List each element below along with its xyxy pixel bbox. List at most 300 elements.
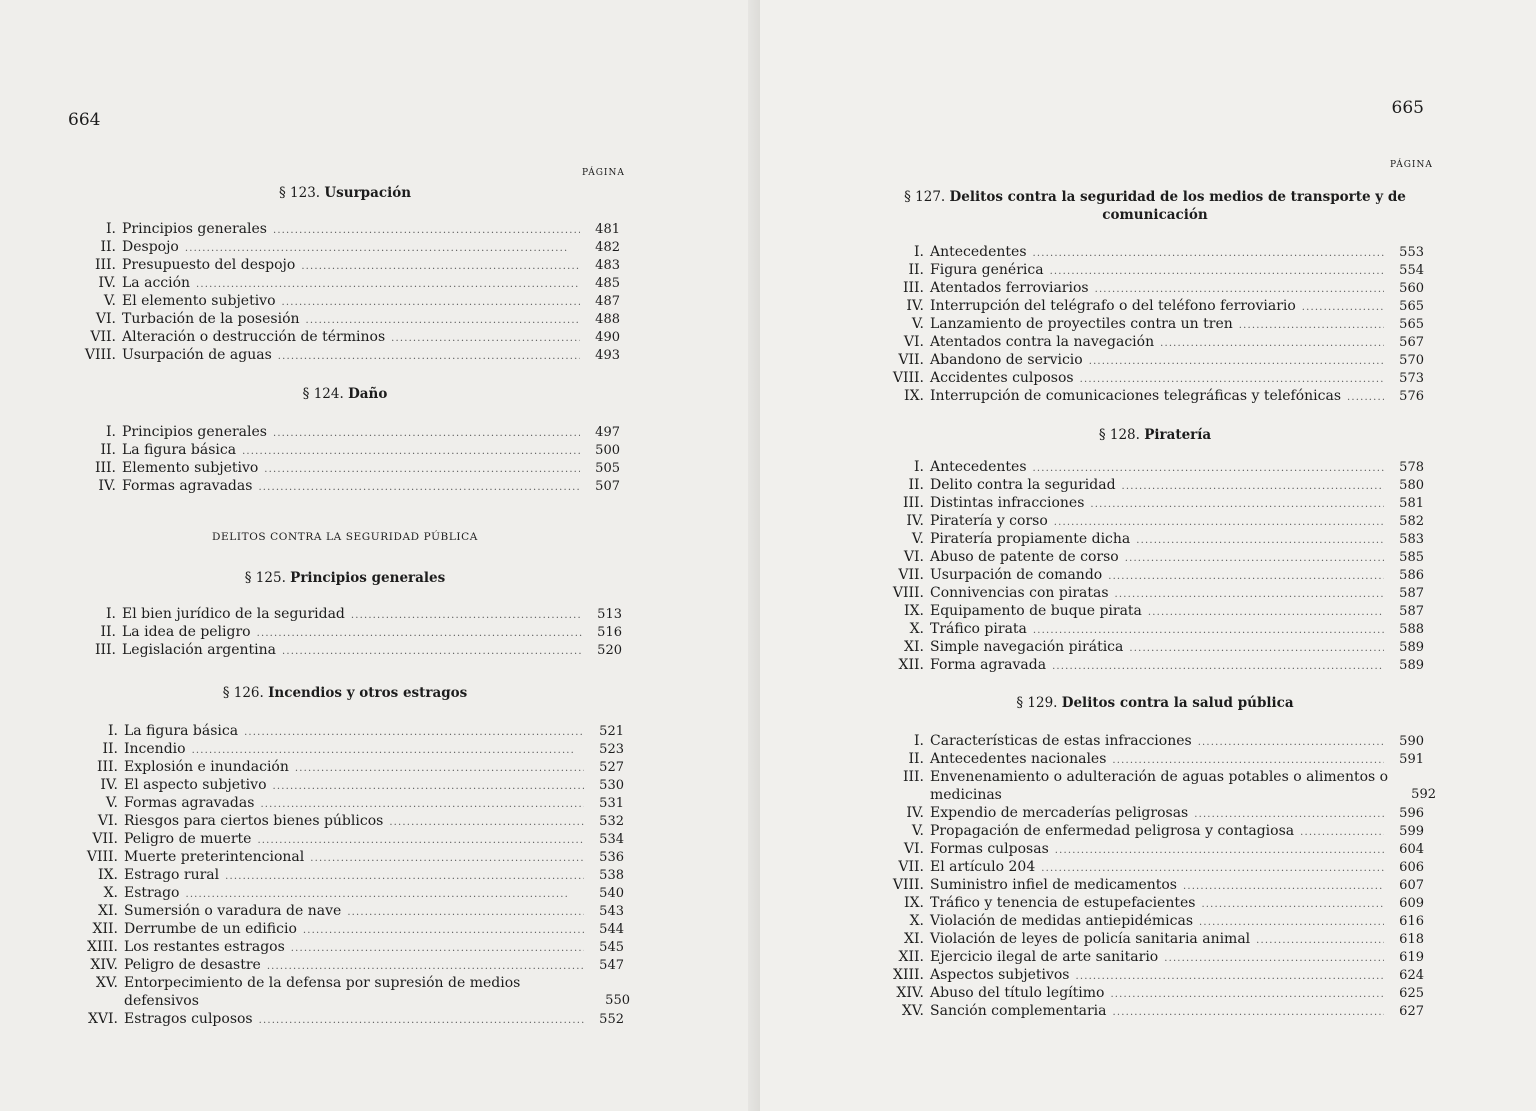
section-number: § 128.: [1098, 427, 1140, 443]
toc-entry: [878, 279, 1424, 297]
entry-page-number: 592: [1411, 787, 1436, 802]
entry-label: Formas agravadas: [124, 795, 255, 811]
entry-label: Expendio de mercaderías peligrosas: [930, 805, 1189, 821]
dot-leader: [267, 956, 584, 976]
dot-leader: [1160, 333, 1384, 353]
entry-page-number: 586: [1399, 568, 1424, 583]
entry-numeral: VIII.: [892, 370, 924, 386]
section-name: Daño: [348, 386, 388, 402]
entry-page-number: 573: [1399, 371, 1424, 386]
entry-page-number: 516: [597, 625, 622, 640]
entry-numeral: VII.: [92, 831, 118, 847]
entry-numeral: I.: [106, 221, 116, 237]
toc-entry: [72, 920, 624, 938]
entry-page-number: 589: [1399, 640, 1424, 655]
entry-label: Usurpación de comando: [930, 567, 1103, 583]
dot-leader: [1115, 584, 1384, 604]
entry-page-number: 624: [1399, 968, 1424, 983]
toc-entry: [878, 656, 1424, 674]
entry-numeral: IV.: [98, 275, 116, 291]
toc-entry: [70, 274, 620, 292]
entry-page-number: 482: [595, 240, 620, 255]
entry-label: Connivencias con piratas: [930, 585, 1109, 601]
entry-numeral: II.: [100, 442, 116, 458]
dot-leader: [291, 938, 584, 958]
entry-page-number: 500: [595, 443, 620, 458]
entry-label: El bien jurídico de la seguridad: [122, 606, 345, 622]
entry-label: Piratería y corso: [930, 513, 1048, 529]
dot-leader: [1198, 732, 1384, 752]
dot-leader: [258, 477, 580, 497]
dot-leader: [282, 641, 582, 661]
section-title: [130, 385, 560, 403]
entry-numeral: III.: [96, 759, 118, 775]
entry-numeral: I.: [108, 723, 118, 739]
dot-leader: [1033, 620, 1384, 640]
dot-leader: [257, 623, 582, 643]
entry-page-number: 540: [599, 886, 624, 901]
page-number: 665: [1391, 98, 1424, 118]
dot-leader: [1347, 387, 1384, 407]
entry-label: Formas agravadas: [122, 478, 253, 494]
entry-numeral: II.: [908, 262, 924, 278]
entry-page-number: 576: [1399, 389, 1424, 404]
toc-entry: [72, 758, 624, 776]
entry-page-number: 538: [599, 868, 624, 883]
entry-label: Sumersión o varadura de nave: [124, 903, 342, 919]
dot-leader: [264, 459, 580, 479]
entry-page-number: 583: [1399, 532, 1424, 547]
entry-page-number: 530: [599, 778, 624, 793]
toc-entry: [878, 297, 1424, 315]
entry-numeral: XV.: [901, 1003, 924, 1019]
dot-leader: [1256, 930, 1384, 950]
toc-list: [878, 243, 1424, 405]
entry-label: La acción: [122, 275, 191, 291]
toc-entry: [70, 605, 622, 623]
entry-numeral: VI.: [97, 813, 118, 829]
dot-leader: [1136, 530, 1384, 550]
toc-entry: [878, 948, 1424, 966]
toc-list: [70, 423, 620, 495]
toc-entry: [878, 530, 1424, 548]
section-name: Incendios y otros estragos: [268, 685, 468, 701]
toc-list: [70, 220, 620, 364]
section-name: Piratería: [1144, 427, 1212, 443]
entry-label: Equipamento de buque pirata: [930, 603, 1142, 619]
entry-page-number: 553: [1399, 245, 1424, 260]
dot-leader: [1199, 912, 1384, 932]
dot-leader: [1090, 494, 1384, 514]
entry-numeral: VIII.: [892, 585, 924, 601]
entry-page-number: 585: [1399, 550, 1424, 565]
toc-entry: [72, 956, 624, 974]
entry-page-number: 570: [1399, 353, 1424, 368]
toc-entry: [878, 858, 1424, 876]
entry-numeral: X.: [103, 885, 118, 901]
entry-numeral: I.: [106, 606, 116, 622]
entry-label: Abuso de patente de corso: [930, 549, 1119, 565]
entry-numeral: XII.: [898, 949, 924, 965]
dot-leader: [260, 794, 584, 814]
entry-label: La figura básica: [122, 442, 237, 458]
dot-leader: [259, 1010, 584, 1030]
entry-label: Violación de medidas antiepidémicas: [930, 913, 1194, 929]
entry-page-number: 604: [1399, 842, 1424, 857]
part-heading: DELITOS CONTRA LA SEGURIDAD PÚBLICA: [212, 531, 478, 543]
entry-label: Delito contra la seguridad: [930, 477, 1116, 493]
dot-leader: [278, 346, 580, 366]
entry-numeral: VIII.: [892, 877, 924, 893]
entry-numeral: III.: [902, 495, 924, 511]
toc-entry: [878, 966, 1424, 984]
entry-page-number: 531: [599, 796, 624, 811]
dot-leader: [389, 812, 584, 832]
toc-entry: [878, 840, 1424, 858]
entry-page-number: 505: [595, 461, 620, 476]
dot-leader: [1125, 548, 1384, 568]
entry-label: Tráfico y tenencia de estupefacientes: [930, 895, 1196, 911]
entry-label: Antecedentes nacionales: [930, 751, 1107, 767]
dot-leader: [225, 866, 584, 886]
toc-entry: [70, 220, 620, 238]
entry-page-number: 513: [597, 607, 622, 622]
toc-entry: [878, 369, 1424, 387]
entry-page-number: 532: [599, 814, 624, 829]
dot-leader: [185, 238, 580, 258]
entry-label: Peligro de muerte: [124, 831, 252, 847]
toc-entry: [70, 641, 622, 659]
entry-page-number: 580: [1399, 478, 1424, 493]
entry-page-number: 497: [595, 425, 620, 440]
entry-label: La idea de peligro: [122, 624, 251, 640]
entry-label: Antecedentes: [930, 459, 1027, 475]
toc-entry: [72, 884, 624, 902]
entry-numeral: IV.: [98, 478, 116, 494]
entry-page-number: 609: [1399, 896, 1424, 911]
toc-entry: [72, 740, 624, 758]
entry-numeral: II.: [102, 741, 118, 757]
entry-numeral: XIII.: [86, 939, 118, 955]
dot-leader: [301, 256, 580, 276]
entry-label: Principios generales: [122, 424, 267, 440]
toc-entry: [70, 346, 620, 364]
toc-entry: [70, 292, 620, 310]
entry-label: Elemento subjetivo: [122, 460, 259, 476]
entry-numeral: V.: [105, 795, 118, 811]
entry-label: Sanción complementaria: [930, 1003, 1107, 1019]
dot-leader: [1201, 894, 1384, 914]
toc-entry: [878, 243, 1424, 261]
dot-leader: [1300, 822, 1384, 842]
dot-leader: [1113, 1002, 1384, 1022]
toc-entry: [70, 441, 620, 459]
toc-entry: [878, 876, 1424, 894]
entry-page-number: 625: [1399, 986, 1424, 1001]
toc-entry: [70, 256, 620, 274]
entry-numeral: IX.: [98, 867, 118, 883]
entry-page-number: 547: [599, 958, 624, 973]
entry-label: Entorpecimiento de la defensa por supresión de medios defensivos: [124, 975, 521, 1009]
dot-leader: [1108, 566, 1384, 586]
entry-numeral: X.: [909, 621, 924, 637]
dot-leader: [1055, 840, 1384, 860]
dot-leader: [196, 274, 580, 294]
entry-page-number: 521: [599, 724, 624, 739]
entry-page-number: 606: [1399, 860, 1424, 875]
page-number: 664: [68, 110, 101, 130]
toc-list: [878, 732, 1436, 1020]
section-name: Delitos contra la seguridad de los medios de transporte y de comunicación: [949, 189, 1406, 223]
toc-entry: [72, 776, 624, 794]
entry-label: Estrago: [124, 885, 180, 901]
entry-page-number: 582: [1399, 514, 1424, 529]
entry-page-number: 554: [1399, 263, 1424, 278]
dot-leader: [273, 423, 580, 443]
toc-entry: [70, 459, 620, 477]
entry-numeral: V.: [103, 293, 116, 309]
entry-numeral: IV.: [906, 805, 924, 821]
toc-entry: [878, 912, 1424, 930]
entry-page-number: 560: [1399, 281, 1424, 296]
toc-entry: [70, 623, 622, 641]
entry-label: Tráfico pirata: [930, 621, 1027, 637]
dot-leader: [1164, 948, 1384, 968]
entry-label: Atentados contra la navegación: [930, 334, 1155, 350]
entry-page-number: 581: [1399, 496, 1424, 511]
dot-leader: [1148, 602, 1384, 622]
entry-label: Simple navegación pirática: [930, 639, 1124, 655]
toc-entry: [72, 902, 624, 920]
toc-entry: [70, 310, 620, 328]
toc-entry: [72, 848, 624, 866]
entry-label: Formas culposas: [930, 841, 1049, 857]
dot-leader: [273, 220, 580, 240]
entry-numeral: III.: [902, 280, 924, 296]
toc-entry: [72, 794, 624, 812]
entry-page-number: 591: [1399, 752, 1424, 767]
entry-label: Riesgos para ciertos bienes públicos: [124, 813, 384, 829]
toc-entry: [70, 238, 620, 256]
dot-leader: [1089, 351, 1384, 371]
section-number: § 125.: [244, 570, 286, 586]
entry-label: Derrumbe de un edificio: [124, 921, 297, 937]
entry-numeral: IX.: [904, 603, 924, 619]
entry-numeral: VII.: [90, 329, 116, 345]
dot-leader: [1129, 638, 1384, 658]
dot-leader: [1033, 243, 1384, 263]
entry-page-number: 587: [1399, 586, 1424, 601]
entry-label: Presupuesto del despojo: [122, 257, 296, 273]
entry-numeral: XIV.: [896, 985, 924, 1001]
toc-entry: [72, 866, 624, 884]
toc-entry: [878, 584, 1424, 602]
toc-entry: [878, 261, 1424, 279]
entry-label: Antecedentes: [930, 244, 1027, 260]
dot-leader: [347, 902, 584, 922]
toc-entry: [878, 351, 1424, 369]
dot-leader: [192, 740, 584, 760]
entry-page-number: 483: [595, 258, 620, 273]
entry-page-number: 607: [1399, 878, 1424, 893]
entry-label: El artículo 204: [930, 859, 1036, 875]
entry-label: Accidentes culposos: [930, 370, 1074, 386]
entry-numeral: IX.: [904, 388, 924, 404]
entry-numeral: I.: [106, 424, 116, 440]
toc-entry: [72, 1010, 624, 1028]
entry-label: Principios generales: [122, 221, 267, 237]
dot-leader: [1112, 750, 1384, 770]
toc-entry: [878, 984, 1424, 1002]
dot-leader: [273, 776, 584, 796]
entry-page-number: 485: [595, 276, 620, 291]
entry-label: Características de estas infracciones: [930, 733, 1192, 749]
entry-label: Abandono de servicio: [930, 352, 1083, 368]
toc-entry: [70, 477, 620, 495]
entry-label: Atentados ferroviarios: [930, 280, 1089, 296]
entry-page-number: 490: [595, 330, 620, 345]
entry-label: Legislación argentina: [122, 642, 277, 658]
entry-label: La figura básica: [124, 723, 239, 739]
entry-numeral: V.: [911, 316, 924, 332]
dot-leader: [1080, 369, 1384, 389]
section-name: Principios generales: [290, 570, 446, 586]
entry-numeral: II.: [908, 751, 924, 767]
entry-label: Alteración o destrucción de términos: [122, 329, 386, 345]
entry-label: Turbación de la posesión: [122, 311, 300, 327]
entry-label: Incendio: [124, 741, 186, 757]
dot-leader: [1239, 315, 1384, 335]
toc-entry: [72, 830, 624, 848]
dot-leader: [306, 310, 580, 330]
entry-label: Forma agravada: [930, 657, 1047, 673]
toc-entry: [72, 722, 624, 740]
toc-entry: [878, 732, 1424, 750]
entry-numeral: V.: [911, 531, 924, 547]
entry-page-number: 565: [1399, 299, 1424, 314]
section-number: § 129.: [1016, 695, 1058, 711]
entry-page-number: 488: [595, 312, 620, 327]
entry-page-number: 552: [599, 1012, 624, 1027]
pagina-label: PÁGINA: [582, 168, 625, 178]
entry-label: Ejercicio ilegal de arte sanitario: [930, 949, 1159, 965]
entry-numeral: VI.: [95, 311, 116, 327]
entry-numeral: IV.: [100, 777, 118, 793]
toc-entry: [878, 315, 1424, 333]
entry-page-number: 587: [1399, 604, 1424, 619]
entry-page-number: 550: [605, 993, 630, 1008]
entry-numeral: VI.: [903, 549, 924, 565]
dot-leader: [282, 292, 580, 312]
entry-label: Muerte preterintencional: [124, 849, 305, 865]
dot-leader: [1122, 476, 1384, 496]
entry-numeral: I.: [914, 459, 924, 475]
entry-numeral: II.: [908, 477, 924, 493]
entry-label: Los restantes estragos: [124, 939, 285, 955]
entry-label: Despojo: [122, 239, 179, 255]
entry-numeral: I.: [914, 733, 924, 749]
entry-numeral: VIII.: [84, 347, 116, 363]
entry-page-number: 545: [599, 940, 624, 955]
toc-entry: [72, 812, 624, 830]
dot-leader: [185, 884, 584, 904]
section-title: [900, 694, 1410, 712]
entry-page-number: 481: [595, 222, 620, 237]
entry-numeral: XIV.: [90, 957, 118, 973]
section-title: [900, 188, 1410, 224]
dot-leader: [351, 605, 582, 625]
entry-numeral: VI.: [903, 334, 924, 350]
section-number: § 127.: [904, 189, 946, 205]
dot-leader: [1050, 261, 1384, 281]
entry-page-number: 523: [599, 742, 624, 757]
entry-label: Usurpación de aguas: [122, 347, 272, 363]
dot-leader: [1076, 966, 1385, 986]
section-title: [900, 426, 1410, 444]
entry-numeral: II.: [100, 239, 116, 255]
entry-label: Piratería propiamente dicha: [930, 531, 1131, 547]
section-title: [130, 569, 560, 587]
entry-label: Envenenamiento o adulteración de aguas potables o alimentos o medicinas: [930, 769, 1389, 803]
dot-leader: [244, 722, 584, 742]
entry-page-number: 627: [1399, 1004, 1424, 1019]
toc-entry: [878, 548, 1424, 566]
section-number: § 126.: [222, 685, 264, 701]
entry-label: Figura genérica: [930, 262, 1044, 278]
toc-entry: [878, 387, 1424, 405]
entry-numeral: VII.: [898, 859, 924, 875]
entry-numeral: III.: [94, 257, 116, 273]
toc-entry: [878, 602, 1424, 620]
entry-page-number: 493: [595, 348, 620, 363]
toc-entry: [878, 804, 1424, 822]
entry-label: Peligro de desastre: [124, 957, 261, 973]
entry-numeral: XV.: [95, 975, 118, 991]
entry-page-number: 565: [1399, 317, 1424, 332]
dot-leader: [391, 328, 580, 348]
entry-page-number: 599: [1399, 824, 1424, 839]
entry-label: Explosión e inundación: [124, 759, 289, 775]
entry-numeral: IV.: [906, 513, 924, 529]
entry-numeral: XVI.: [87, 1011, 118, 1027]
entry-label: Propagación de enfermedad peligrosa y contagiosa: [930, 823, 1295, 839]
dot-leader: [1054, 512, 1384, 532]
entry-numeral: III.: [902, 769, 924, 785]
toc-entry: [878, 930, 1424, 948]
entry-label: Interrupción del telégrafo o del teléfono ferroviario: [930, 298, 1296, 314]
entry-numeral: IX.: [904, 895, 924, 911]
entry-label: Lanzamiento de proyectiles contra un tren: [930, 316, 1233, 332]
entry-numeral: VI.: [903, 841, 924, 857]
entry-label: Aspectos subjetivos: [930, 967, 1070, 983]
toc-entry: [878, 638, 1424, 656]
entry-label: Estragos culposos: [124, 1011, 253, 1027]
entry-page-number: 578: [1399, 460, 1424, 475]
toc-list: [70, 605, 622, 659]
entry-page-number: 536: [599, 850, 624, 865]
entry-numeral: X.: [909, 913, 924, 929]
right-page: [760, 0, 1536, 1111]
entry-page-number: 589: [1399, 658, 1424, 673]
dot-leader: [1033, 458, 1384, 478]
toc-entry: [72, 974, 630, 1010]
entry-numeral: V.: [911, 823, 924, 839]
entry-label: El elemento subjetivo: [122, 293, 276, 309]
entry-page-number: 544: [599, 922, 624, 937]
toc-entry: [878, 750, 1424, 768]
entry-numeral: III.: [94, 460, 116, 476]
entry-page-number: 567: [1399, 335, 1424, 350]
